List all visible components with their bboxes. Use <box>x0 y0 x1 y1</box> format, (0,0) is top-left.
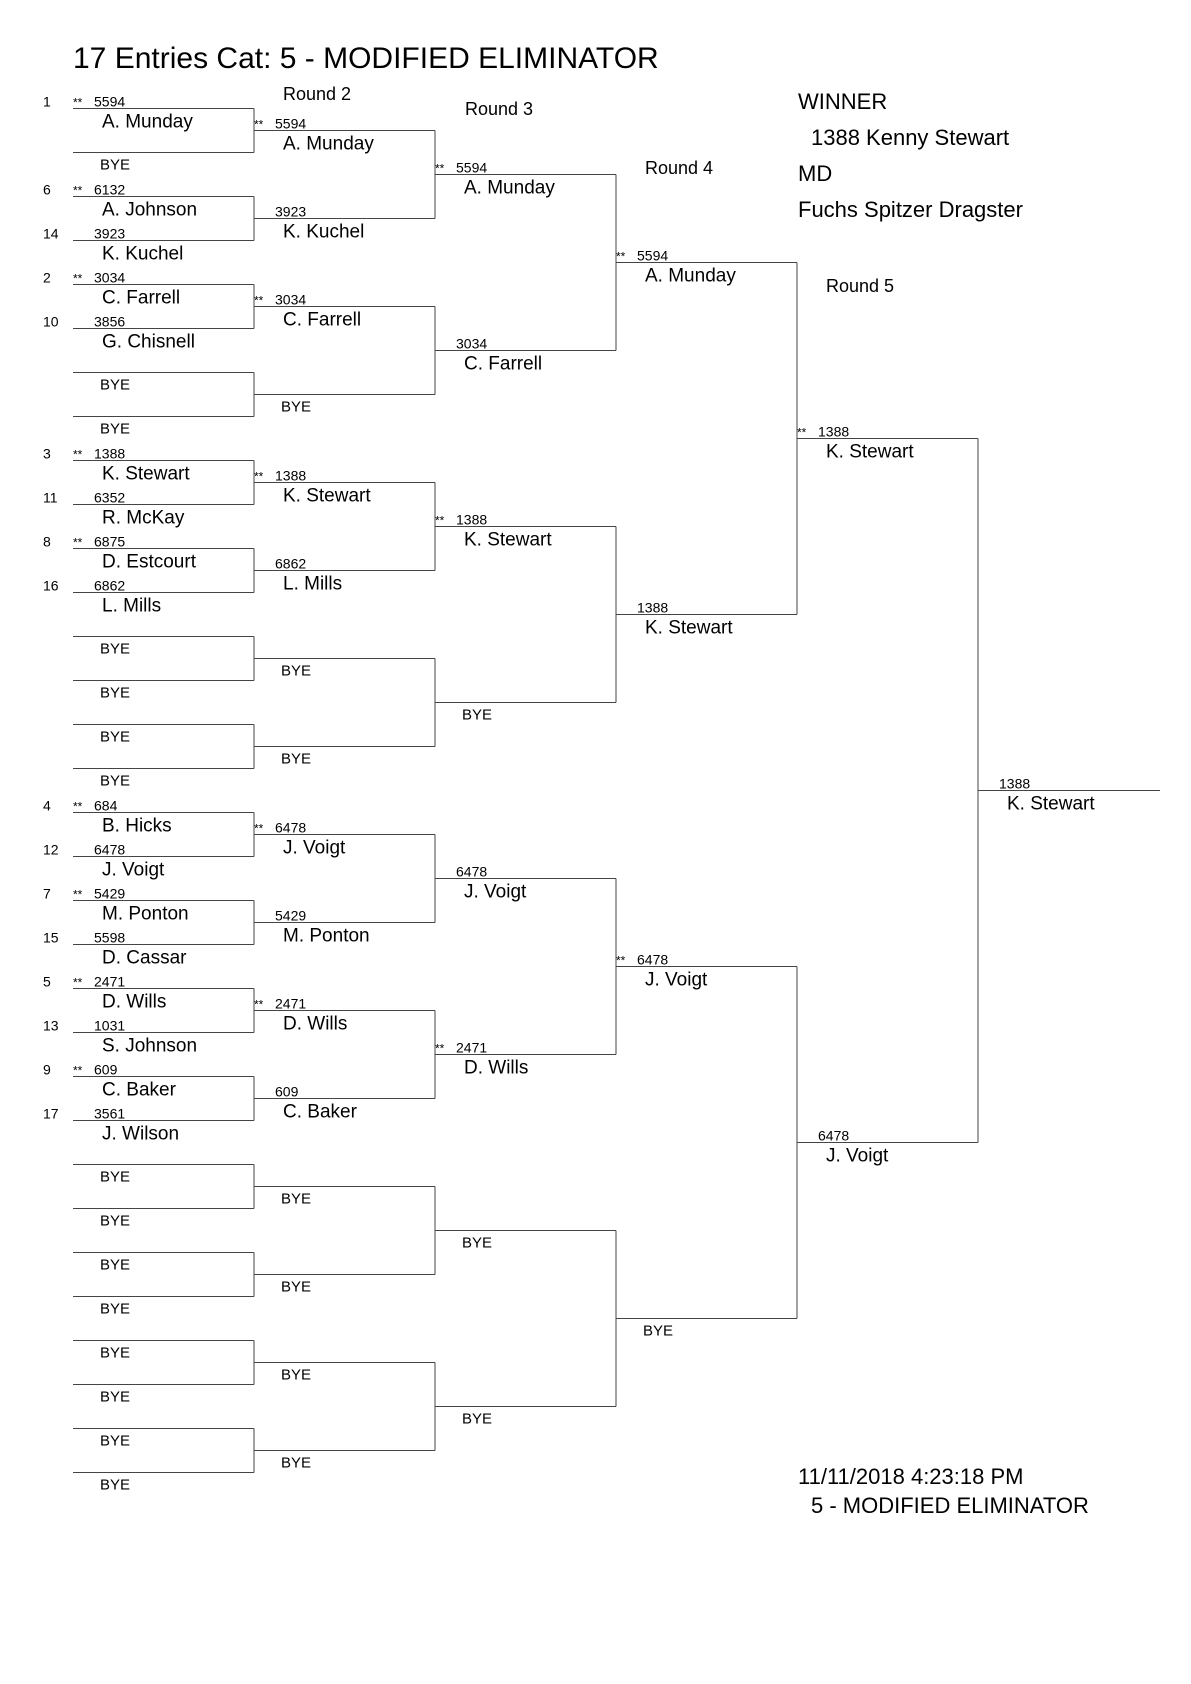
racer-name: A. Munday <box>102 111 193 133</box>
car-number: 3034 <box>275 291 307 308</box>
car-number: 3034 <box>456 335 488 352</box>
bye-label: BYE <box>100 376 131 394</box>
racer-name: J. Voigt <box>283 837 346 859</box>
seed-star-mark: ** <box>254 293 264 308</box>
bye-label: BYE <box>100 1256 131 1274</box>
seed-number: 13 <box>43 1017 59 1034</box>
racer-name: R. McKay <box>102 507 185 529</box>
racer-name: D. Wills <box>102 991 167 1013</box>
car-number: 3856 <box>94 313 126 330</box>
racer-name: D. Estcourt <box>102 551 196 573</box>
seed-number: 10 <box>43 313 59 330</box>
bye-label: BYE <box>281 750 312 768</box>
seed-number: 1 <box>43 93 51 110</box>
seed-star-mark: ** <box>435 1041 445 1056</box>
car-number: 3034 <box>94 269 126 286</box>
car-number: 3561 <box>94 1105 126 1122</box>
bye-label: BYE <box>100 1432 131 1450</box>
racer-name: C. Baker <box>102 1079 176 1101</box>
seed-number: 17 <box>43 1105 59 1122</box>
racer-name: A. Munday <box>283 133 374 155</box>
car-number: 6478 <box>818 1127 850 1144</box>
racer-name: A. Munday <box>464 177 555 199</box>
car-number: 1388 <box>94 445 126 462</box>
car-number: 1388 <box>275 467 307 484</box>
winner-heading: WINNER <box>798 89 888 114</box>
winner-car: Fuchs Spitzer Dragster <box>798 197 1023 222</box>
seed-number: 4 <box>43 797 51 814</box>
racer-name: C. Baker <box>283 1101 357 1123</box>
car-number: 3923 <box>94 225 126 242</box>
seed-star-mark: ** <box>73 799 83 814</box>
seed-star-mark: ** <box>73 447 83 462</box>
seed-number: 5 <box>43 973 51 990</box>
seed-star-mark: ** <box>435 161 445 176</box>
bye-label: BYE <box>100 1212 131 1230</box>
racer-name: K. Stewart <box>102 463 190 485</box>
racer-name: K. Kuchel <box>102 243 184 265</box>
racer-name: K. Kuchel <box>283 221 365 243</box>
seed-star-mark: ** <box>616 249 626 264</box>
bye-label: BYE <box>100 1344 131 1362</box>
car-number: 1388 <box>637 599 669 616</box>
bye-label: BYE <box>100 1476 131 1494</box>
seed-number: 11 <box>43 489 58 506</box>
bye-label: BYE <box>100 772 131 790</box>
seed-number: 3 <box>43 445 51 462</box>
racer-name: G. Chisnell <box>102 331 195 353</box>
car-number: 2471 <box>456 1039 488 1056</box>
seed-number: 7 <box>43 885 51 902</box>
car-number: 5594 <box>94 93 126 110</box>
bye-label: BYE <box>462 1410 493 1428</box>
car-number: 2471 <box>275 995 307 1012</box>
page-title: 17 Entries Cat: 5 - MODIFIED ELIMINATOR <box>73 42 659 75</box>
bye-label: BYE <box>100 156 131 174</box>
seed-number: 12 <box>43 841 59 858</box>
seed-number: 14 <box>43 225 59 242</box>
bye-label: BYE <box>100 684 131 702</box>
bye-label: BYE <box>281 398 312 416</box>
racer-name: M. Ponton <box>283 925 370 947</box>
racer-name: J. Voigt <box>464 881 527 903</box>
car-number: 1388 <box>818 423 850 440</box>
seed-number: 8 <box>43 533 51 550</box>
racer-name: C. Farrell <box>102 287 181 309</box>
car-number: 6875 <box>94 533 126 550</box>
car-number: 609 <box>275 1083 299 1100</box>
bye-label: BYE <box>100 728 131 746</box>
round-3-label: Round 3 <box>465 99 534 119</box>
racer-name: J. Voigt <box>826 1145 889 1167</box>
seed-star-mark: ** <box>254 469 264 484</box>
seed-star-mark: ** <box>797 425 807 440</box>
winner-class: MD <box>798 161 833 186</box>
car-number: 5598 <box>94 929 126 946</box>
car-number: 1388 <box>456 511 488 528</box>
bye-label: BYE <box>462 1234 493 1252</box>
car-number: 2471 <box>94 973 126 990</box>
seed-number: 15 <box>43 929 59 946</box>
racer-name: K. Stewart <box>1007 793 1095 815</box>
car-number: 6352 <box>94 489 126 506</box>
bye-label: BYE <box>100 420 131 438</box>
bye-label: BYE <box>281 1366 312 1384</box>
car-number: 6862 <box>94 577 126 594</box>
footer-category: 5 - MODIFIED ELIMINATOR <box>811 1493 1089 1518</box>
racer-name: S. Johnson <box>102 1035 198 1057</box>
bye-label: BYE <box>281 1454 312 1472</box>
car-number: 5594 <box>275 115 307 132</box>
seed-star-mark: ** <box>254 997 264 1012</box>
racer-name: K. Stewart <box>645 617 733 639</box>
racer-name: D. Wills <box>283 1013 348 1035</box>
racer-name: M. Ponton <box>102 903 189 925</box>
bye-label: BYE <box>281 1190 312 1208</box>
seed-number: 9 <box>43 1061 51 1078</box>
racer-name: D. Cassar <box>102 947 187 969</box>
seed-star-mark: ** <box>73 535 83 550</box>
racer-name: L. Mills <box>102 595 162 617</box>
bye-label: BYE <box>643 1322 674 1340</box>
racer-name: J. Wilson <box>102 1123 180 1145</box>
car-number: 3923 <box>275 203 307 220</box>
car-number: 1031 <box>94 1017 126 1034</box>
car-number: 6132 <box>94 181 126 198</box>
bye-label: BYE <box>100 640 131 658</box>
bye-label: BYE <box>100 1388 131 1406</box>
bye-label: BYE <box>281 1278 312 1296</box>
round-4-label: Round 4 <box>645 158 714 178</box>
seed-number: 16 <box>43 577 59 594</box>
seed-star-mark: ** <box>435 513 445 528</box>
racer-name: D. Wills <box>464 1057 529 1079</box>
seed-star-mark: ** <box>73 975 83 990</box>
racer-name: K. Stewart <box>464 529 552 551</box>
car-number: 1388 <box>999 775 1031 792</box>
seed-star-mark: ** <box>73 887 83 902</box>
bye-label: BYE <box>100 1168 131 1186</box>
round-5-label: Round 5 <box>826 276 895 296</box>
seed-star-mark: ** <box>73 95 83 110</box>
seed-number: 2 <box>43 269 51 286</box>
racer-name: J. Voigt <box>645 969 708 991</box>
car-number: 5594 <box>637 247 669 264</box>
racer-name: L. Mills <box>283 573 343 595</box>
car-number: 6478 <box>637 951 669 968</box>
seed-star-mark: ** <box>73 183 83 198</box>
racer-name: K. Stewart <box>283 485 371 507</box>
car-number: 5429 <box>94 885 126 902</box>
seed-number: 6 <box>43 181 51 198</box>
seed-star-mark: ** <box>616 953 626 968</box>
seed-star-mark: ** <box>73 1063 83 1078</box>
round-2-label: Round 2 <box>283 84 352 104</box>
racer-name: K. Stewart <box>826 441 914 463</box>
car-number: 6478 <box>94 841 126 858</box>
racer-name: C. Farrell <box>464 353 543 375</box>
racer-name: A. Munday <box>645 265 736 287</box>
racer-name: C. Farrell <box>283 309 362 331</box>
car-number: 5429 <box>275 907 307 924</box>
seed-star-mark: ** <box>254 117 264 132</box>
winner-entry: 1388 Kenny Stewart <box>811 125 1010 150</box>
car-number: 6478 <box>275 819 307 836</box>
bye-label: BYE <box>462 706 493 724</box>
seed-star-mark: ** <box>73 271 83 286</box>
racer-name: J. Voigt <box>102 859 165 881</box>
car-number: 6478 <box>456 863 488 880</box>
bye-label: BYE <box>100 1300 131 1318</box>
footer-timestamp: 11/11/2018 4:23:18 PM <box>798 1464 1024 1489</box>
car-number: 609 <box>94 1061 118 1078</box>
car-number: 5594 <box>456 159 488 176</box>
seed-star-mark: ** <box>254 821 264 836</box>
racer-name: B. Hicks <box>102 815 172 837</box>
car-number: 6862 <box>275 555 307 572</box>
racer-name: A. Johnson <box>102 199 198 221</box>
bye-label: BYE <box>281 662 312 680</box>
car-number: 684 <box>94 797 118 814</box>
